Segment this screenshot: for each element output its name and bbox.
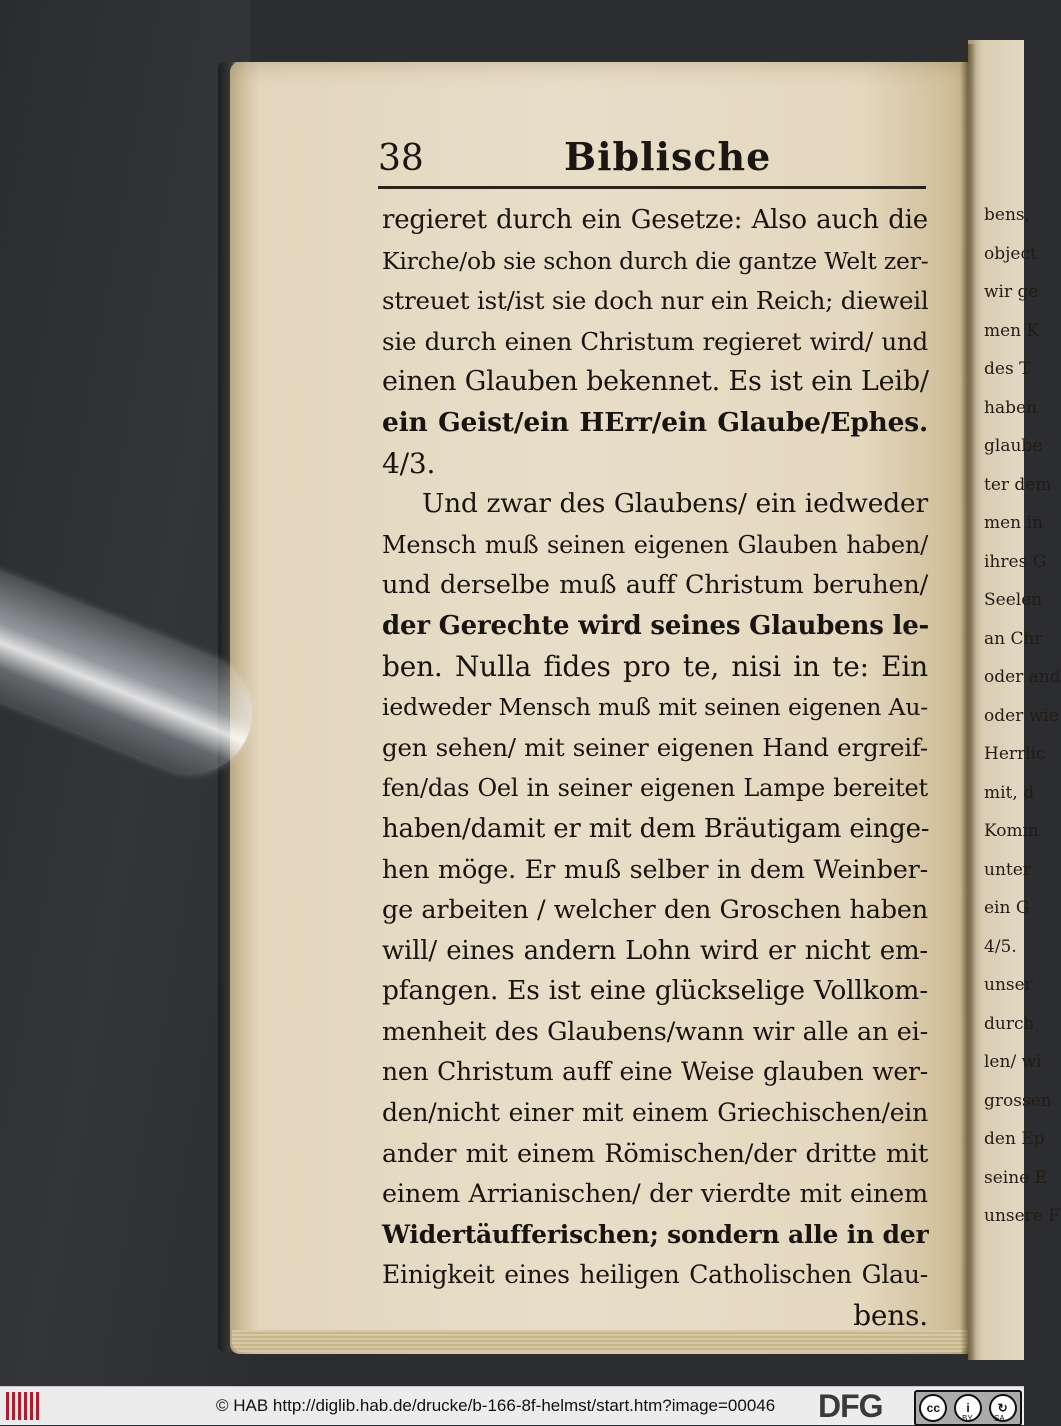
running-title: Biblische <box>564 134 772 179</box>
text-line: Mensch muß seinen eigenen Glauben haben/ <box>382 530 928 559</box>
text-line: iedweder Mensch muß mit seinen eigenen Au- <box>382 693 928 722</box>
book-gutter <box>960 44 976 1360</box>
facing-page-line: Seelen <box>984 590 1043 610</box>
text-line: ander mit einem Römischen/der dritte mit <box>382 1138 928 1169</box>
attribution-icon: i <box>954 1394 982 1422</box>
facing-page-line: Komm <box>984 821 1039 841</box>
image-credit[interactable]: © HAB http://diglib.hab.de/drucke/b-166-8f-helmst/start.htm?image=00046 <box>216 1396 776 1415</box>
facing-page-line: ihres G <box>984 551 1047 572</box>
facing-page-line: Herrlic <box>984 744 1046 764</box>
license-by-label: BY <box>962 1414 973 1423</box>
facing-page-line: 4/5. <box>984 936 1017 957</box>
page-number: 38 <box>378 138 424 179</box>
text-line: pfangen. Es ist eine glückselige Vollkom- <box>382 975 928 1007</box>
facing-page-line: an Chr <box>984 628 1043 649</box>
facing-page-line: men in <box>984 513 1043 533</box>
text-line: nen Christum auff eine Weise glauben wer- <box>382 1057 928 1087</box>
text-line: ben. Nulla fides pro te, nisi in te: Ein <box>382 649 928 683</box>
facing-page-line: grossen <box>984 1090 1052 1111</box>
text-line: Und zwar des Glaubens/ ein iedweder <box>422 488 928 520</box>
text-line: Widertäufferischen; sondern alle in der <box>382 1219 929 1249</box>
facing-page-line: des T <box>984 359 1031 379</box>
text-line: haben/damit er mit dem Bräutigam einge- <box>382 813 930 844</box>
dfg-logo[interactable]: DFG <box>818 1388 883 1424</box>
facing-page-line: unsere F <box>984 1206 1061 1226</box>
text-line: will/ eines andern Lohn wird er nicht em- <box>382 935 928 966</box>
page-text-block <box>382 200 928 1337</box>
facing-page-line: seine E <box>984 1167 1048 1188</box>
share-alike-icon: ↻ <box>989 1394 1017 1422</box>
text-line: bens. <box>853 1299 928 1333</box>
facing-page-line: wir ge <box>984 282 1039 302</box>
license-sa-label: SA <box>994 1414 1005 1423</box>
cc-icon: cc <box>919 1394 947 1422</box>
text-line: einen Glauben bekennet. Es ist ein Leib/ <box>382 366 929 398</box>
facing-page-line: durch <box>984 1013 1035 1034</box>
text-line: gen sehen/ mit seiner eigenen Hand ergreif- <box>382 732 928 762</box>
text-line: Kirche/ob sie schon durch die gantze Welt zer- <box>382 246 929 275</box>
text-line: einem Arrianischen/ der vierdte mit einem <box>382 1179 928 1210</box>
hab-logo-icon <box>6 1392 42 1420</box>
text-line: 4/3. <box>382 446 436 480</box>
text-line: hen möge. Er muß selber in dem Weinber- <box>382 854 928 885</box>
text-line: den/nicht einer mit einem Griechischen/ein <box>382 1098 928 1128</box>
text-line: sie durch einen Christum regieret wird/ und <box>382 326 928 356</box>
facing-page-line: glaube <box>984 436 1043 456</box>
facing-page-line: object <box>984 243 1037 264</box>
text-line: ge arbeiten / welcher den Groschen haben <box>382 895 928 926</box>
facing-page-line: len/ wi <box>984 1052 1042 1072</box>
facing-page-text <box>984 196 1061 1236</box>
text-line: Einigkeit eines heiligen Catholischen Glau- <box>382 1260 928 1290</box>
facing-page-line: den Ep <box>984 1129 1045 1149</box>
cc-license-badge[interactable] <box>914 1390 1022 1426</box>
text-line: streuet ist/ist sie doch nur ein Reich; dieweil <box>382 286 929 316</box>
facing-page-line: ein G <box>984 898 1030 918</box>
facing-page-line: bens, <box>984 205 1031 225</box>
facing-page-line: oder wie <box>984 705 1059 726</box>
facing-page-line: haben <box>984 397 1037 418</box>
text-line: und derselbe muß auff Christum beruhen/ <box>382 570 928 601</box>
facing-page-line: oder and <box>984 667 1061 687</box>
facing-page-line: unter <box>984 859 1031 880</box>
text-line: der Gerechte wird seines Glaubens le- <box>382 610 930 641</box>
facing-page-line: men K <box>984 320 1040 341</box>
text-line: menheit des Glaubens/wann wir alle an ei- <box>382 1016 928 1047</box>
text-line: ein Geist/ein HErr/ein Glaube/Ephes. <box>382 406 928 438</box>
facing-page-line: unser <box>984 975 1033 995</box>
footer-bar <box>0 1386 1024 1425</box>
text-line: fen/das Oel in seiner eigenen Lampe bereitet <box>382 774 928 803</box>
text-line: regieret durch ein Gesetze: Also auch die <box>382 205 928 235</box>
running-head <box>378 134 926 188</box>
header-rule <box>378 186 926 189</box>
facing-page-line: ter dem <box>984 474 1052 495</box>
facing-page-line: mit, d <box>984 782 1035 803</box>
